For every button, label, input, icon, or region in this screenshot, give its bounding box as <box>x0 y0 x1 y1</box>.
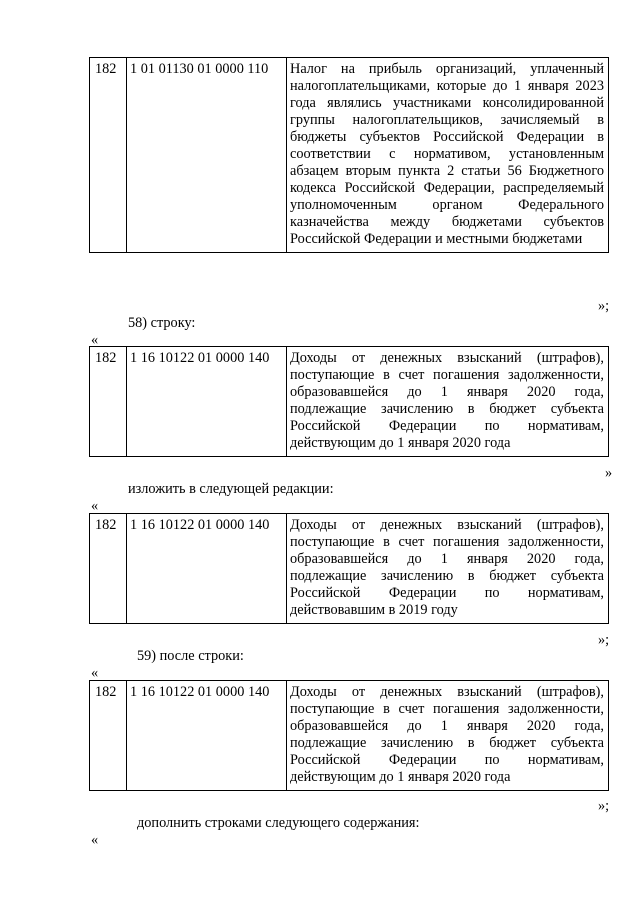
income-description-cell: Доходы от денежных взысканий (штрафов), поступающие в счет погашения задолженности, образовавшейся до 1 января 2020 года, подлежащие зачислению в бюджет субъекта Российской Федерации по нормативам, действующим до 1 января 2020 года <box>287 681 609 791</box>
instruction-59: 59) после строки: <box>137 648 244 664</box>
income-description-cell: Налог на прибыль организаций, уплаченный налогоплательщиками, которые до 1 января 2023 года являлись участниками консолидированной группы налогоплательщиков, зачисляемый в бюджеты субъектов Российской Федерации в соответствии с нормативом, установленным абзацем вторым пункта 2 статьи 56 Бюджетного кодекса Российской Федерации, распределяемый уполномоченным органом Федерального казначейства между бюджетами субъектов Российской Федерации и местными бюджетами <box>287 58 609 253</box>
kbk-code-cell: 1 16 10122 01 0000 140 <box>127 681 287 791</box>
admin-code-cell: 182 <box>90 347 127 457</box>
admin-code-cell: 182 <box>90 58 127 253</box>
table-row <box>90 514 609 624</box>
income-description-cell: Доходы от денежных взысканий (штрафов), поступающие в счет погашения задолженности, образовавшейся до 1 января 2020 года, подлежащие зачислению в бюджет субъекта Российской Федерации по нормативам, действовавшим в 2019 году <box>287 514 609 624</box>
admin-code-cell: 182 <box>90 514 127 624</box>
close-quote-2: » <box>605 465 613 481</box>
kbk-code-cell: 1 16 10122 01 0000 140 <box>127 514 287 624</box>
instruction-58: 58) строку: <box>128 315 196 331</box>
budget-code-table-4 <box>89 680 609 791</box>
open-quote-4: « <box>91 832 99 848</box>
open-quote-3: « <box>91 665 99 681</box>
instruction-replace: изложить в следующей редакции: <box>128 481 334 497</box>
open-quote-2: « <box>91 498 99 514</box>
budget-code-table-2 <box>89 346 609 457</box>
income-description-cell: Доходы от денежных взысканий (штрафов), поступающие в счет погашения задолженности, образовавшейся до 1 января 2020 года, подлежащие зачислению в бюджет субъекта Российской Федерации по нормативам, действующим до 1 января 2020 года <box>287 347 609 457</box>
table-row <box>90 681 609 791</box>
table-row <box>90 58 609 253</box>
instruction-add: дополнить строками следующего содержания: <box>137 815 420 831</box>
budget-code-table-3 <box>89 513 609 624</box>
kbk-code-cell: 1 16 10122 01 0000 140 <box>127 347 287 457</box>
close-quote-4: »; <box>598 798 610 814</box>
table-row <box>90 347 609 457</box>
close-quote-1: »; <box>598 298 610 314</box>
admin-code-cell: 182 <box>90 681 127 791</box>
close-quote-3: »; <box>598 632 610 648</box>
kbk-code-cell: 1 01 01130 01 0000 110 <box>127 58 287 253</box>
budget-code-table-1 <box>89 57 609 253</box>
open-quote-1: « <box>91 332 99 348</box>
